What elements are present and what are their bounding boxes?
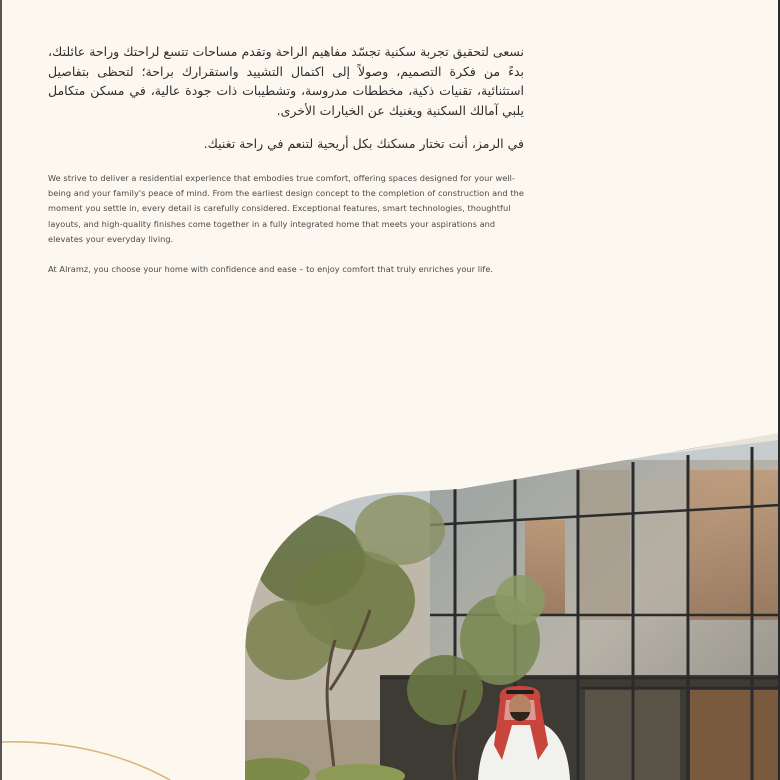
left-edge <box>0 0 2 780</box>
arabic-paragraph-1: نسعى لتحقيق تجربة سكنية تجسّد مفاهيم الراحة وتقدم مساحات تتسع لراحتك وراحة عائلتك، بدءً من فكرة التصميم، وصولاً إلى اكتمال التشييد واستقرارك براحة؛ لتحظى بتفاصيل استثنائية، تقنيات ذكية، مخططات مدروسة، وتشطيبات ذات جودة عالية، في مسكن متكامل يلبي آمالك السكنية ويغنيك عن الخيارات الأخرى. <box>48 44 524 118</box>
english-paragraph-2: At Alramz, you choose your home with confidence and ease – to enjoy comfort that truly enriches your life. <box>48 264 494 275</box>
arabic-paragraph-2: في الرمز، أنت تختار مسكنك بكل أريحية لتنعم في راحة تغنيك. <box>203 136 524 151</box>
english-paragraph-1: We strive to deliver a residential experience that embodies true comfort, offering spaces designed for your well-being and your family's peace of mind. From the earliest design concept to the completion of construction and the moment you settle in, every detail is carefully considered. Exceptional features, smart technologies, thoughtful layouts, and high-quality finishes come together in a fully integrated home that meets your aspirations and elevates your everyday living. <box>48 173 524 244</box>
